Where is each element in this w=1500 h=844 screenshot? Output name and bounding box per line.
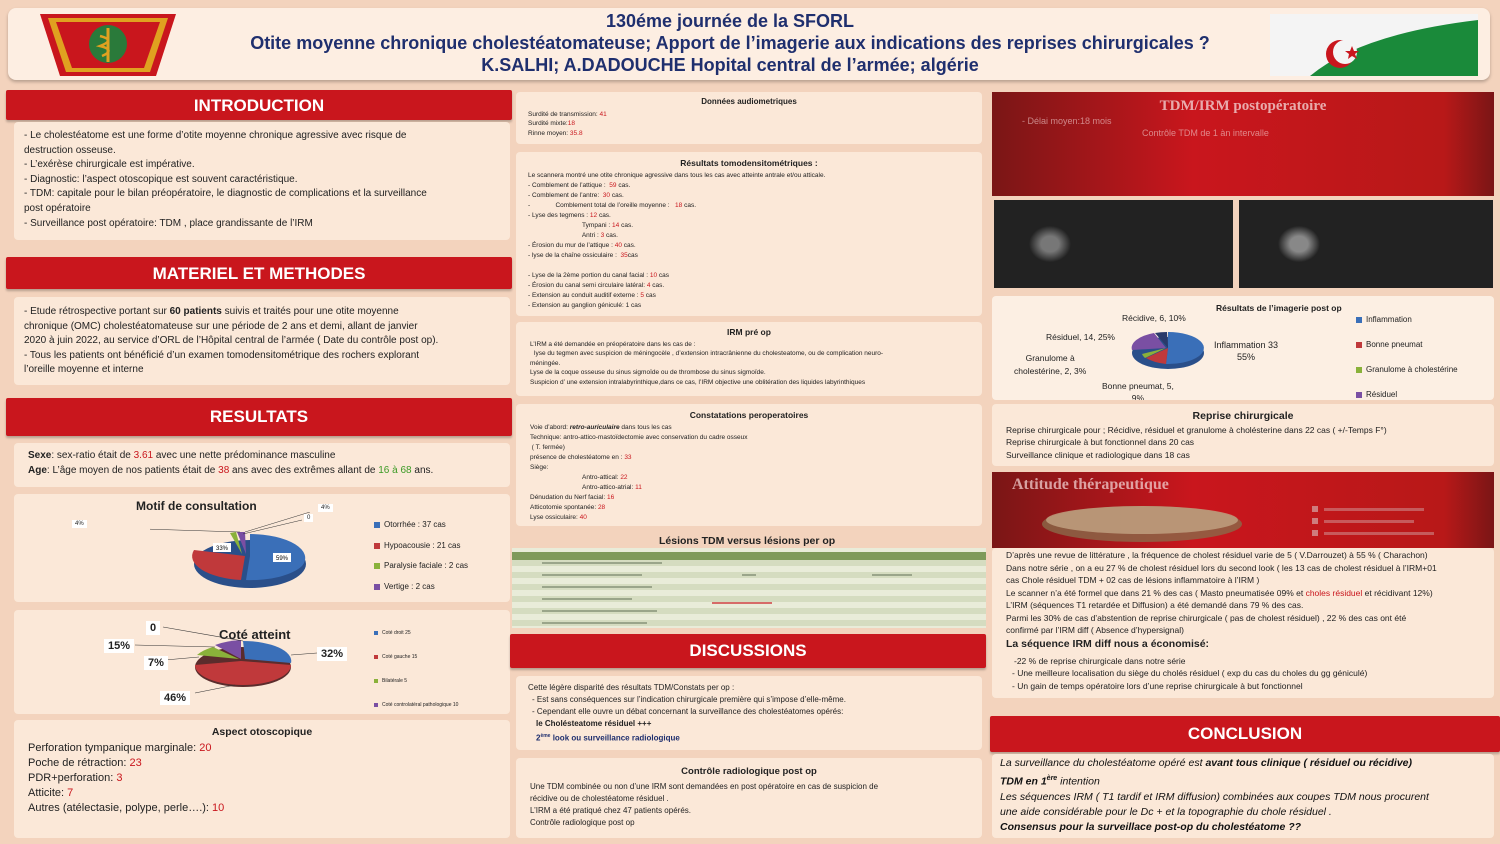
cote-label: 0	[146, 621, 160, 635]
imagerie-label-line: 9%	[1131, 393, 1145, 400]
ct-scan-image	[994, 200, 1233, 288]
litt-text: choles résiduel	[1305, 587, 1363, 598]
controle-line: Une TDM combinée ou non d’une IRM sont demandées en post opératoire en cas de suspicion de	[530, 782, 879, 791]
intro-line: - TDM: capitale pour le bilan préopératoire, le diagnostic de complications et la surveillance	[24, 188, 427, 200]
perop-item: Lyse ossiculaire:	[530, 514, 580, 521]
litt-line: La séquence IRM diff nous a économisé:	[1006, 637, 1210, 650]
military-emblem	[28, 10, 188, 80]
imagerie-legend-item: Granulome à cholestérine	[1366, 365, 1458, 374]
litt-line: - Un gain de temps opératoire lors d’une reprise chirurgicale à but fonctionnel	[1012, 680, 1303, 691]
conclusion-text: TDM en 1	[1000, 775, 1047, 788]
legend-swatch	[1356, 317, 1362, 323]
litt-line: - Une meilleure localisation du siège du cholés résiduel ( exp du cas du choles du gg géniculé)	[1012, 668, 1368, 678]
irm-line: Lyse de la coque osseuse du sinus sigmoïde ou de thrombose du sinus sigmoïde.	[530, 369, 766, 377]
irm-line: méningée.	[530, 359, 561, 367]
tdm-suffix: cas.	[621, 242, 636, 249]
methods-patients: 60 patients	[169, 306, 222, 317]
reprise-title: Reprise chirurgicale	[1192, 410, 1294, 422]
perop-text: dans tous les cas	[619, 424, 672, 431]
header-line-1: 130éme journée de la SFORL	[605, 11, 855, 31]
tdm-suffix: cas.	[650, 282, 665, 289]
imagerie-label: Récidive, 6, 10%	[1122, 313, 1186, 323]
otoscopie-value: 10	[212, 802, 225, 814]
irm-line: lyse du tegmen avec suspicion de méningocèle , d’extension intracrânienne du cholesteatome, ou de complication neuro-	[534, 350, 884, 358]
conclusion-panel	[992, 754, 1494, 838]
legend-swatch	[1356, 367, 1362, 373]
tdm-item: - Lyse des tegmens :	[528, 212, 590, 219]
age-mid: ans avec des extrêmes allant de	[229, 464, 379, 476]
discussions-text: look ou surveillance radiologique	[550, 733, 680, 743]
perop-title: Constatations peroperatoires	[689, 410, 809, 420]
methods-text: l’oreille moyenne et interne	[24, 364, 144, 376]
methods-text: suivis et traités pour une otite moyenne	[221, 306, 399, 317]
tdm-item: Tympani :	[528, 222, 613, 229]
intro-line: - Diagnostic: l’aspect otoscopique est souvent caractéristique.	[24, 173, 298, 185]
motif-legend-item: Vertige : 2 cas	[384, 581, 435, 591]
reprise-panel	[992, 404, 1494, 466]
reprise-line: Reprise chirurgicale à but fonctionnel dans 20 cas	[1006, 437, 1195, 447]
conclusion-line: une aide considérable pour le Dc + et la topographie du chole résiduel .	[1000, 805, 1332, 818]
motif-label: 4%	[318, 504, 333, 512]
sexe-text: : sex-ratio était de	[51, 450, 134, 461]
cote-legend-item: Coté controlatéral pathologique 10	[382, 702, 459, 708]
attitude-therapeutique-slide	[992, 472, 1494, 548]
audio-title: Données audiometriques	[701, 97, 797, 106]
discussions-text: 2	[536, 733, 541, 743]
tdm-irm-post-sub: Contrôle TDM de 1 àn intervalle	[1142, 128, 1269, 138]
controle-title: Contrôle radiologique post op	[681, 766, 817, 777]
motif-label: 59%	[275, 556, 289, 562]
conclusion-text: ère	[1046, 775, 1058, 782]
imagerie-post-title: Résultats de l’imagerie post op	[1216, 303, 1342, 313]
motif-legend-item: Otorrhée : 37 cas	[384, 520, 446, 529]
audio-item: Surdité mixte:	[528, 120, 568, 128]
discussions-line: Cette légère disparité des résultats TDM/Constats per op :	[528, 683, 735, 692]
cote-label: 15%	[104, 639, 134, 653]
imagerie-legend-item: Bonne pneumat	[1366, 340, 1423, 349]
tdm-suffix: cas.	[610, 192, 624, 199]
legend-swatch	[374, 679, 378, 683]
imagerie-label-line: Bonne pneumat, 5,	[1102, 381, 1174, 391]
reprise-line: Surveillance clinique et radiologique dans 18 cas	[1006, 449, 1190, 460]
litt-line: D’après une revue de littérature , la fréquence de cholest résiduel varie de 5 ( V.Darrouzet) à 55 % ( Charachon)	[1006, 550, 1428, 560]
tdm-item: Antri :	[528, 232, 601, 239]
otoscopie-item: Perforation tympanique marginale:	[28, 742, 200, 754]
tdm-item: - Extension au ganglion géniculé: 1 cas	[528, 302, 642, 309]
sexe-value: 3.61	[133, 450, 154, 461]
cote-legend	[374, 621, 458, 717]
tdm-item: - Érosion du canal semi circulaire latéral:	[528, 282, 647, 289]
imagerie-legend-item: Inflammation	[1366, 315, 1412, 324]
irm-line: Suspicion d’ une extension intralabyrinthique,dans ce cas, l’IRM objective une oblitération des liquides labyrinthiques	[530, 378, 866, 386]
otoscopie-panel	[14, 720, 510, 838]
motif-legend-item: Hypoacousie : 21 cas	[384, 540, 461, 550]
discussions-line: - Est sans conséquences sur l’indication chirurgicale première qui s’impose d’elle-même.	[532, 695, 846, 704]
conclusion-line: Les séquences IRM ( T1 tardif et IRM diffusion) combinées aux coupes TDM nous procurent	[1000, 790, 1429, 803]
legend-swatch	[374, 631, 378, 635]
intro-line: - Le cholestéatome est une forme d’otite moyenne chronique agressive avec risque de	[24, 130, 407, 141]
legend-swatch	[1356, 342, 1362, 348]
methods-text: - Etude rétrospective portant sur	[24, 306, 170, 317]
methods-heading: MATERIEL ET METHODES	[6, 257, 512, 289]
legend-swatch	[374, 543, 380, 549]
tdm-value: 5	[640, 292, 644, 299]
tdm-suffix: cas.	[597, 212, 611, 219]
tdm-irm-post-title: TDM/IRM postopératoire	[1159, 98, 1327, 114]
algeria-flag	[1270, 14, 1478, 76]
cote-label: 32%	[317, 647, 347, 661]
tdm-value: 3	[600, 232, 605, 239]
audio-value: 41	[599, 110, 607, 118]
age-range: 16 à 68	[378, 464, 412, 476]
otoscopie-value: 7	[67, 787, 74, 799]
imagerie-legend-item: Résiduel	[1366, 390, 1398, 399]
legend-swatch	[374, 584, 380, 590]
discussions-heading: DISCUSSIONS	[510, 634, 986, 668]
tdm-item: - Comblement total de l’oreille moyenne :	[528, 202, 676, 209]
audio-value: 35.8	[569, 129, 583, 137]
tdm-value: 59	[609, 182, 617, 189]
tdm-suffix: cas.	[682, 202, 697, 209]
intro-line: - L’exérèse chirurgicale est impérative.	[24, 159, 195, 171]
litt-line: -22 % de reprise chirurgicale dans notre série	[1014, 655, 1186, 666]
perop-item: Dénudation du Nerf facial:	[530, 494, 607, 501]
litt-line: Parmi les 30% de cas d’abstention de reprise chirurgicale ( pas de cholest résiduel) , 22 % des cas ont été	[1006, 612, 1407, 623]
tdm-irm-post-sub: - Délai moyen:18 mois	[1022, 116, 1112, 126]
tdm-item: - Comblement de l’attique :	[528, 182, 610, 189]
methods-text: - Tous les patients ont bénéficié d’un examen tomodensitométrique des rochers explorant	[24, 349, 420, 361]
otoscopie-item: Atticite:	[28, 787, 68, 799]
age-value: 38	[218, 464, 230, 476]
tdm-suffix: cas	[657, 272, 670, 279]
otoscopie-item: Autres (atélectasie, polype, perle….):	[28, 802, 213, 814]
tdm-item: - Extension au conduit auditif externe :	[528, 292, 641, 299]
imagerie-legend	[1356, 307, 1458, 407]
lesions-title: Lésions TDM versus lésions per op	[659, 535, 836, 547]
tdm-suffix: cas.	[604, 232, 618, 239]
conclusion-line: Consensus pour la surveillace post-op du cholestéatome ??	[1000, 820, 1302, 833]
intro-line: destruction osseuse.	[24, 144, 116, 156]
motif-pie-chart	[150, 512, 340, 602]
results-heading: RESULTATS	[6, 398, 512, 436]
imagerie-label-line: cholestérine, 2, 3%	[1014, 366, 1087, 376]
litt-line: confirmé par l’IRM diff ( Absence d’hypersignal)	[1006, 625, 1184, 635]
tdm-item: - Érosion du mur de l’attique :	[528, 242, 615, 249]
perop-approach: retro-auriculaire	[569, 424, 620, 431]
otoscopie-value: 23	[129, 757, 142, 769]
age-label: Age	[28, 464, 47, 476]
conclusion-text: avant tous clinique ( résiduel ou récidive)	[1205, 757, 1413, 769]
tdm-value: 4	[646, 282, 651, 289]
tdm-suffix: cas	[644, 292, 656, 299]
tdm-irm-post-slide	[992, 92, 1494, 196]
motif-legend-item: Paralysie faciale : 2 cas	[384, 561, 469, 570]
tdm-value: 10	[649, 272, 658, 279]
cote-pie-chart	[95, 615, 355, 710]
cote-label: 7%	[144, 656, 168, 670]
motif-chart-title: Motif de consultation	[136, 499, 257, 513]
tdm-value: 12	[589, 212, 598, 219]
perop-text: Siège:	[530, 464, 549, 471]
cote-slice-gauche	[195, 661, 291, 685]
irm-preop-panel	[516, 322, 982, 396]
litt-line: L’IRM (séquences T1 retardée et Diffusion) a été demandé dans 79 % des cas.	[1006, 600, 1304, 610]
perop-value: 11	[635, 484, 642, 491]
mri-scan-image	[1239, 200, 1493, 288]
intro-heading: INTRODUCTION	[6, 90, 512, 120]
otoscopie-value: 20	[199, 742, 212, 754]
tdm-intro: Le scannera montré une otite chronique agressive dans tous les cas avec atteinte antrale et/ou atticale.	[528, 172, 826, 179]
imagerie-label-line: 55%	[1237, 352, 1256, 362]
tdm-suffix: cas.	[616, 182, 631, 189]
controle-line: Contrôle radiologique post op	[530, 818, 635, 827]
otoscopie-item: Poche de rétraction:	[28, 757, 130, 769]
tdm-suffix: cas	[627, 252, 638, 259]
methods-panel	[14, 297, 510, 385]
imagerie-post-pie-chart	[1124, 326, 1212, 376]
legend-swatch	[374, 563, 380, 569]
motif-label: 0	[304, 514, 313, 522]
perop-item: Antro-attico-atrial:	[530, 484, 636, 491]
motif-label: 4%	[72, 520, 87, 528]
attitude-title: Attitude thérapeutique	[1012, 476, 1169, 493]
conclusion-heading: CONCLUSION	[990, 716, 1500, 752]
legend-swatch	[374, 522, 380, 528]
litt-text: et récidivant 12%)	[1362, 587, 1433, 598]
perop-value: 40	[579, 514, 587, 521]
litt-text: Le scanner n’a été formel que dans 21 % des cas ( Masto pneumatisée 09% et	[1006, 587, 1306, 598]
litterature-panel	[992, 548, 1494, 698]
header-authors: K.SALHI; A.DADOUCHE Hopital central de l’armée; algérie	[481, 55, 979, 75]
sexe-tail: avec une nette prédominance masculine	[153, 450, 336, 461]
tdm-item: - lyse de la chaîne ossiculaire :	[528, 252, 621, 259]
perop-panel	[516, 404, 982, 526]
otoscopie-value: 3	[116, 772, 123, 784]
tdm-suffix: cas.	[619, 222, 634, 229]
sexe-label: Sexe	[28, 450, 52, 461]
tdm-item: - Lyse de la 2ème portion du canal facial :	[528, 272, 650, 279]
tdm-value: 35	[620, 252, 628, 259]
imagerie-label	[1214, 339, 1278, 363]
irm-preop-title: IRM pré op	[727, 327, 771, 337]
cote-legend-item: Bilatérale 5	[382, 678, 408, 684]
demographics-panel	[14, 443, 510, 487]
controle-panel	[516, 758, 982, 838]
tdm-value: 18	[675, 202, 683, 209]
perop-value: 33	[624, 454, 632, 461]
perop-value: 22	[620, 474, 628, 481]
audio-item: Rinne moyen:	[528, 129, 570, 137]
discussions-text: ème	[540, 733, 551, 739]
tdm-value: 40	[614, 242, 622, 249]
header-title: Otite moyenne chronique cholestéatomateuse; Apport de l’imagerie aux indications des reprises chirurgicales ?	[250, 33, 1210, 53]
motif-label: 33%	[215, 546, 229, 552]
perop-text: présence de cholestéatome en :	[530, 454, 625, 461]
tdm-value: 30	[602, 192, 611, 199]
tdm-panel	[516, 152, 982, 316]
imagerie-label: Résiduel, 14, 25%	[1046, 332, 1115, 342]
intro-line: post opératoire	[24, 202, 91, 214]
imagerie-label-line: Inflammation 33	[1214, 340, 1279, 350]
discussions-panel	[516, 676, 982, 750]
cote-legend-item: Coté droit 25	[382, 630, 411, 636]
methods-text: 2020 à juin 2022, au service d’ORL de l’Hôpital central de l’armée ( Date du contrôle post op).	[24, 335, 439, 347]
perop-text: Technique: antro-attico-mastoïdectomie avec conservation du cadre osseux	[530, 434, 748, 441]
audio-item: Surdité de transmission:	[528, 110, 600, 118]
tdm-value: 14	[612, 222, 620, 229]
imagerie-label-line: Granulome à	[1025, 353, 1075, 363]
age-tail: ans.	[411, 464, 434, 476]
imagerie-label	[1014, 352, 1086, 378]
perop-value: 16	[606, 494, 615, 501]
conclusion-text: La surveillance du cholestéatome opéré est	[1000, 757, 1206, 769]
discussions-line: - Cependant elle ouvre un débat concernant la surveillance des cholestéatomes opérés:	[532, 707, 844, 716]
irm-line: L’IRM a été demandée en préopératoire dans les cas de :	[530, 340, 696, 348]
tdm-title: Résultats tomodensitométriques :	[680, 158, 818, 168]
audio-panel	[516, 92, 982, 144]
audio-value: 18	[567, 120, 575, 128]
perop-value: 28	[597, 504, 606, 511]
controle-line: récidive ou de cholestéatome résiduel .	[530, 794, 669, 803]
litt-line: cas Chole résiduel TDM + 02 cas de lésions inflammatoire à l’IRM )	[1006, 575, 1260, 585]
perop-item: Atticotomie spontanée:	[530, 504, 598, 511]
intro-line: - Surveillance post opératoire: TDM , place grandissante de l’IRM	[24, 217, 313, 229]
otoscopie-item: PDR+perforation:	[28, 772, 117, 784]
litt-line: Dans notre série , on a eu 27 % de cholest résiduel lors du second look ( les 13 cas de cholest résiduel à l’IRM+01	[1006, 562, 1437, 573]
legend-swatch	[374, 703, 378, 707]
legend-swatch	[374, 655, 378, 659]
methods-text: chronique (OMC) cholestéatomateuse sur une période de 2 ans et demi, allant de janvier	[24, 320, 418, 332]
cote-chart-title: Coté atteint	[219, 627, 291, 642]
perop-text: Voie d’abord:	[530, 424, 570, 431]
reprise-line: Reprise chirurgicale pour ; Récidive, résiduel et granulome à cholésterine dans 22 cas ( +/-Temps F°)	[1006, 424, 1387, 435]
otoscopie-title: Aspect otoscopique	[211, 726, 313, 738]
tdm-item: - Comblement de l’antre:	[528, 192, 603, 199]
motif-legend	[374, 515, 468, 597]
intro-panel	[14, 122, 510, 240]
legend-swatch	[1356, 392, 1362, 398]
discussions-line: le Cholésteatome résiduel +++	[536, 719, 652, 728]
cote-label: 46%	[160, 691, 190, 705]
perop-item: Antro-attical:	[530, 474, 621, 481]
age-text: : L’âge moyen de nos patients était de	[46, 464, 219, 476]
cote-legend-item: Coté gauche 15	[382, 654, 418, 660]
perop-text: ( T. fermée)	[530, 444, 565, 451]
controle-line: L’IRM a été pratiqué chez 47 patients opérés.	[530, 806, 691, 815]
conclusion-text: intention	[1057, 775, 1100, 788]
imagerie-label	[1102, 380, 1174, 400]
lesions-comparison-table-image	[512, 548, 986, 628]
